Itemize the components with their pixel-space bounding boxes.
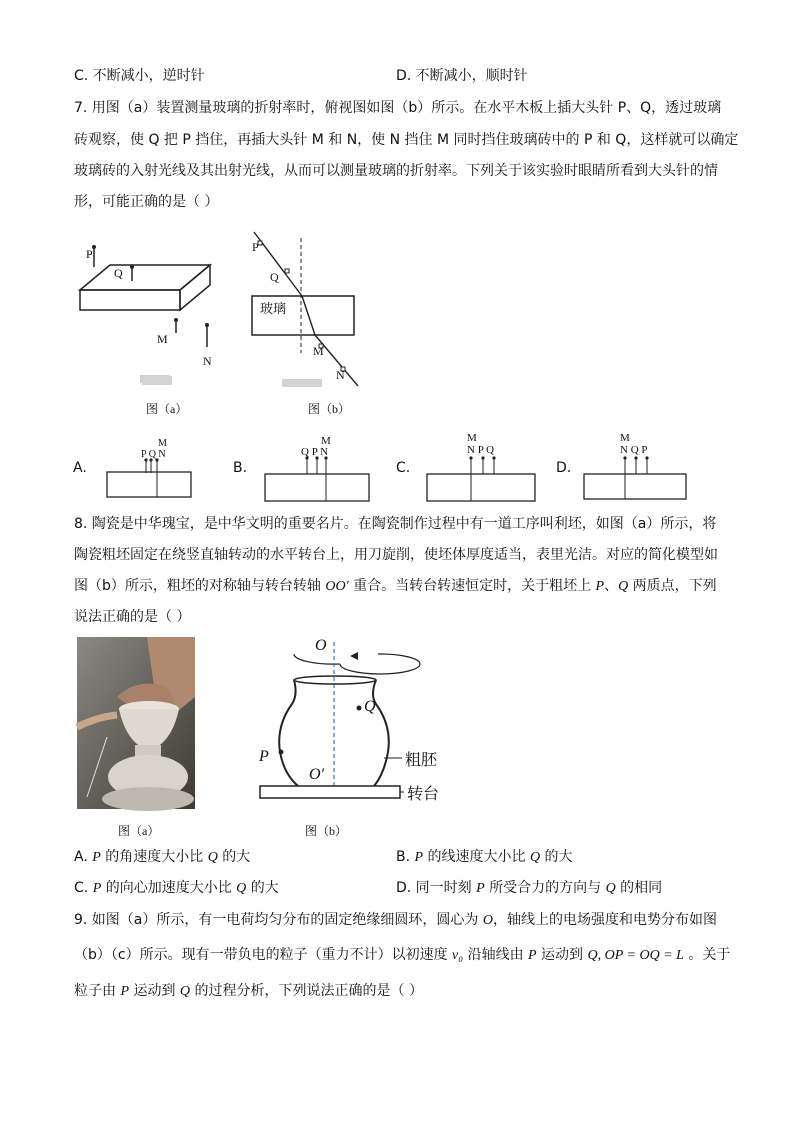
q8-label-q: Q — [364, 698, 376, 715]
q8-stem-line-3: 图（b）所示，粗坯的对称轴与转台转轴 OO′ 重合。当转台转速恒定时，关于粗坯上 P、Q 两质点，下列 — [74, 578, 717, 594]
q7-option-a-m: M — [158, 438, 167, 449]
q8-stem-line-4: 说法正确的是（ ） — [74, 609, 191, 625]
q7-option-d-pins: N Q P — [620, 444, 648, 456]
q8-stem-line-1: 8. 陶瓷是中华瑰宝，是中华文明的重要名片。在陶瓷制作过程中有一道工序叫利坯，如图（a）所示，将 — [74, 516, 717, 532]
q8-fig-a-caption: 图（a） — [118, 824, 160, 838]
q7-option-b-m: M — [321, 435, 331, 447]
q7-option-a-pins: P Q N — [141, 449, 166, 460]
q7-figure-a — [70, 225, 230, 375]
q8-fig-b-caption: 图（b） — [305, 824, 348, 838]
q8-option-a: A. P 的角速度大小比 Q 的大 — [74, 849, 251, 865]
q7-fig-b-label-p: P — [252, 240, 259, 254]
q7-option-b-letter: B. — [233, 460, 248, 476]
q8-label-p: P — [259, 748, 269, 765]
q8-label-turntable: 转台 — [407, 784, 440, 803]
q7-option-c-letter: C. — [396, 460, 411, 476]
q7-fig-b-label-q: Q — [270, 270, 279, 284]
q6-option-d: D. 不断减小，顺时针 — [396, 68, 528, 84]
q9-stem-line-3: 粒子由 P 运动到 Q 的过程分析，下列说法正确的是（ ） — [74, 983, 423, 999]
q6-option-c: C. 不断减小，逆时针 — [74, 68, 205, 84]
q8-option-b: B. P 的线速度大小比 Q 的大 — [396, 849, 573, 865]
q9-stem-line-1: 9. 如图（a）所示，有一电荷均匀分布的固定绝缘细圆环，圆心为 O，轴线上的电场强度和电势分布如图 — [74, 912, 717, 928]
q7-option-d-letter: D. — [556, 460, 572, 476]
q8-label-o-bottom: O′ — [309, 766, 325, 783]
q7-fig-b-glass-label: 玻璃 — [260, 302, 287, 317]
q7-option-d-m: M — [620, 432, 630, 444]
q8-option-c: C. P 的向心加速度大小比 Q 的大 — [74, 880, 279, 896]
q7-fig-a-label-m: M — [157, 332, 168, 346]
q7-stem-line-3: 玻璃砖的入射光线及其出射光线，从而可以测量玻璃的折射率。下列关于该实验时眼睛所看到大头针的情 — [74, 163, 718, 179]
q8-label-body: 粗胚 — [405, 750, 438, 769]
q7-fig-b-label-n: N — [336, 368, 345, 382]
q7-stem-line-4: 形，可能正确的是（ ） — [74, 194, 219, 210]
q9-stem-line-2: （b）（c）所示。现有一带负电的粒子（重力不计）以初速度 v₀ 沿轴线由 P 运动到 Q, OP = OQ = L 。关于 — [74, 947, 731, 963]
q8-pottery-photo — [77, 637, 195, 809]
q8-label-o-top: O — [315, 637, 327, 654]
q7-option-a-figure — [105, 440, 195, 482]
q7-option-b-pins: Q P N — [301, 446, 329, 458]
q7-fig-b-caption: 图（b） — [308, 402, 351, 416]
watermark-blur — [142, 376, 172, 385]
q7-fig-b-label-m: M — [313, 344, 324, 358]
q7-option-c-m: M — [467, 432, 477, 444]
q7-option-c-pins: N P Q — [467, 444, 495, 456]
q7-fig-a-caption: 图（a） — [146, 402, 188, 416]
q8-stem-line-2: 陶瓷粗坯固定在绕竖直轴转动的水平转台上，用刀旋削，使坯体厚度适当，表里光洁。对应的简化模型如 — [74, 547, 718, 563]
q7-stem-line-2: 砖观察，使 Q 把 P 挡住，再插大头针 M 和 N，使 N 挡住 M 同时挡住玻璃砖中的 P 和 Q，这样就可以确定 — [74, 132, 739, 148]
q7-stem-line-1: 7. 用图（a）装置测量玻璃的折射率时，俯视图如图（b）所示。在水平木板上插大头针 P、Q，透过玻璃 — [74, 100, 722, 116]
q7-option-a-letter: A. — [73, 460, 87, 476]
q8-option-d: D. 同一时刻 P 所受合力的方向与 Q 的相同 — [396, 880, 663, 896]
q7-fig-a-label-q: Q — [114, 266, 123, 280]
q7-fig-a-label-p: P — [86, 247, 93, 261]
q7-fig-a-label-n: N — [203, 354, 212, 368]
